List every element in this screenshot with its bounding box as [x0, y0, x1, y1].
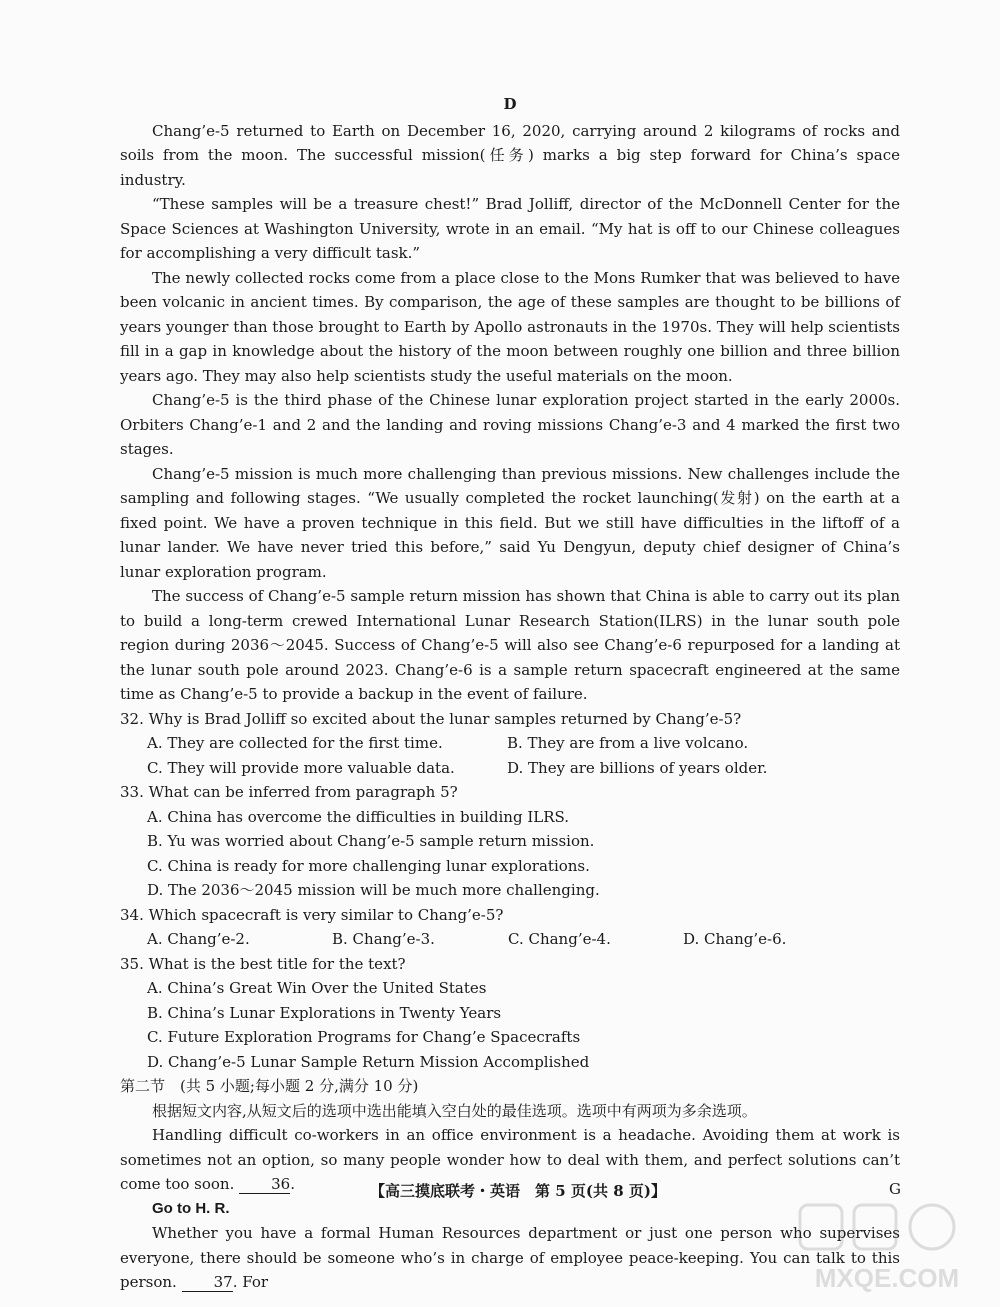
option-d: D. Chang’e-5 Lunar Sample Return Mission Accomplished [147, 1052, 590, 1071]
option-a: A. Chang’e-2. [147, 930, 250, 948]
passage-paragraph-3: The newly collected rocks come from a place close to the Mons Rumker that was believed to have been volcanic in ancient times. By comparison, the age of these samples are thought to be billions of years younger than those brought to Earth by Apollo astronauts in the 1970s. They will help scientists fill in a gap in knowledge about the history of the moon between roughly one billion and three billion years ago. They may also help scientists study the useful materials on the moon. [120, 268, 900, 385]
option-b: B. China’s Lunar Explorations in Twenty Years [147, 1003, 502, 1022]
cloze-paragraph-2: Whether you have a formal Human Resources department or just one person who supervises everyone, there should be someone who’s in charge of employee peace-keeping. You can talk to this person. 37. For [120, 1224, 900, 1291]
options-group [120, 731, 900, 780]
passage-paragraph-6: The success of Chang’e-5 sample return mission has shown that China is able to carry out its plan to build a long-term crewed International Lunar Research Station(ILRS) in the lunar south pole region during 2036～2045. Success of Chang’e-5 will also see Chang’e-6 repurposed for a landing at the lunar south pole around 2023. Chang’e-6 is a sample return spacecraft engineered at the same time as Chang’e-5 to provide a backup in the event of failure. [120, 587, 900, 703]
document-page [120, 92, 900, 1295]
option-b: B. They are from a live volcano. [507, 734, 749, 752]
options-group [120, 927, 900, 952]
section-2-instruction: 根据短文内容,从短文后的选项中选出能填入空白处的最佳选项。选项中有两项为多余选项。 [152, 1101, 757, 1120]
options-group [120, 805, 900, 903]
question-35 [120, 952, 900, 1075]
question-stem: 34. Which spacecraft is very similar to Chang’e-5? [120, 905, 504, 924]
section-letter: D [503, 95, 517, 113]
options-group [120, 976, 900, 1074]
option-c: C. Chang’e-4. [508, 930, 611, 948]
question-33 [120, 780, 900, 903]
option-b: B. Yu was worried about Chang’e-5 sample return mission. [147, 832, 595, 850]
passage-paragraph-1: Chang’e-5 returned to Earth on December 16, 2020, carrying around 2 kilograms of rocks and soils from the moon. The successful mission(任务) marks a big step forward for China’s space industry. [120, 121, 900, 189]
footer-title: 【高三摸底联考・英语 第 5 页(共 8 页)】 [370, 1182, 666, 1200]
option-d: D. Chang’e-6. [683, 930, 787, 948]
footer-version: G [889, 1180, 901, 1198]
passage-paragraph-2: “These samples will be a treasure chest!” Brad Jolliff, director of the McDonnell Center for the Space Sciences at Washington University, wrote in an email. “My hat is off to our Chinese colleagues for accomplishing a very difficult task.” [120, 195, 900, 262]
question-stem: 33. What can be inferred from paragraph 5? [120, 783, 458, 801]
option-c: C. They will provide more valuable data. [147, 758, 455, 777]
passage-paragraph-4: Chang’e-5 is the third phase of the Chinese lunar exploration project started in the early 2000s. Orbiters Chang’e-1 and 2 and the landing and roving missions Chang’e-3 and 4 marked the first two stages. [120, 391, 900, 458]
watermark-text: MXQE.COM [814, 1263, 960, 1293]
cloze-text: Whether you have a formal Human Resources department or just one person who supervises everyone, there should be someone who’s in charge of employee peace-keeping. You can talk to this person. [120, 1224, 900, 1291]
passage-paragraph-5: Chang’e-5 mission is much more challenging than previous missions. New challenges include the sampling and following stages. “We usually completed the rocket launching(发射) on the earth at a fixed point. We have a proven technique in this field. But we still have difficulties in the liftoff of a lunar lander. We have never tried this before,” said Yu Dengyun, deputy chief designer of China’s lunar exploration program. [120, 464, 900, 581]
option-a: A. China has overcome the difficulties in building ILRS. [147, 807, 570, 826]
cloze-tail: For [242, 1273, 269, 1291]
option-d: D. The 2036～2045 mission will be much more challenging. [147, 881, 600, 899]
option-a: A. China’s Great Win Over the United States [147, 979, 487, 997]
watermark-logo [792, 1199, 982, 1299]
blank-36: 36 [239, 1175, 290, 1194]
cloze-text: Handling difficult co-workers in an office environment is a headache. Avoiding them at work is sometimes not an option, so many people wonder how to deal with them, and perfect solutions can’t come too soon. [120, 1126, 900, 1193]
question-32 [120, 707, 900, 781]
option-a: A. They are collected for the first time. [147, 734, 443, 752]
option-d: D. They are billions of years older. [507, 758, 768, 777]
cloze-paragraph-1: Handling difficult co-workers in an office environment is a headache. Avoiding them at work is sometimes not an option, so many people wonder how to deal with them, and perfect solutions can’t come too soon. 36. [120, 1126, 900, 1193]
option-c: C. Future Exploration Programs for Chang’e Spacecrafts [147, 1028, 581, 1046]
option-c: C. China is ready for more challenging lunar explorations. [147, 856, 590, 875]
question-stem: 35. What is the best title for the text? [120, 954, 406, 973]
question-stem: 32. Why is Brad Jolliff so excited about the lunar samples returned by Chang’e-5? [120, 709, 742, 728]
question-34 [120, 903, 900, 952]
section-2-heading: 第二节 (共 5 小题;每小题 2 分,满分 10 分) [120, 1077, 419, 1095]
blank-37: 37 [182, 1273, 233, 1292]
option-b: B. Chang’e-3. [332, 930, 435, 948]
cloze-subheading: Go to H. R. [152, 1199, 230, 1217]
